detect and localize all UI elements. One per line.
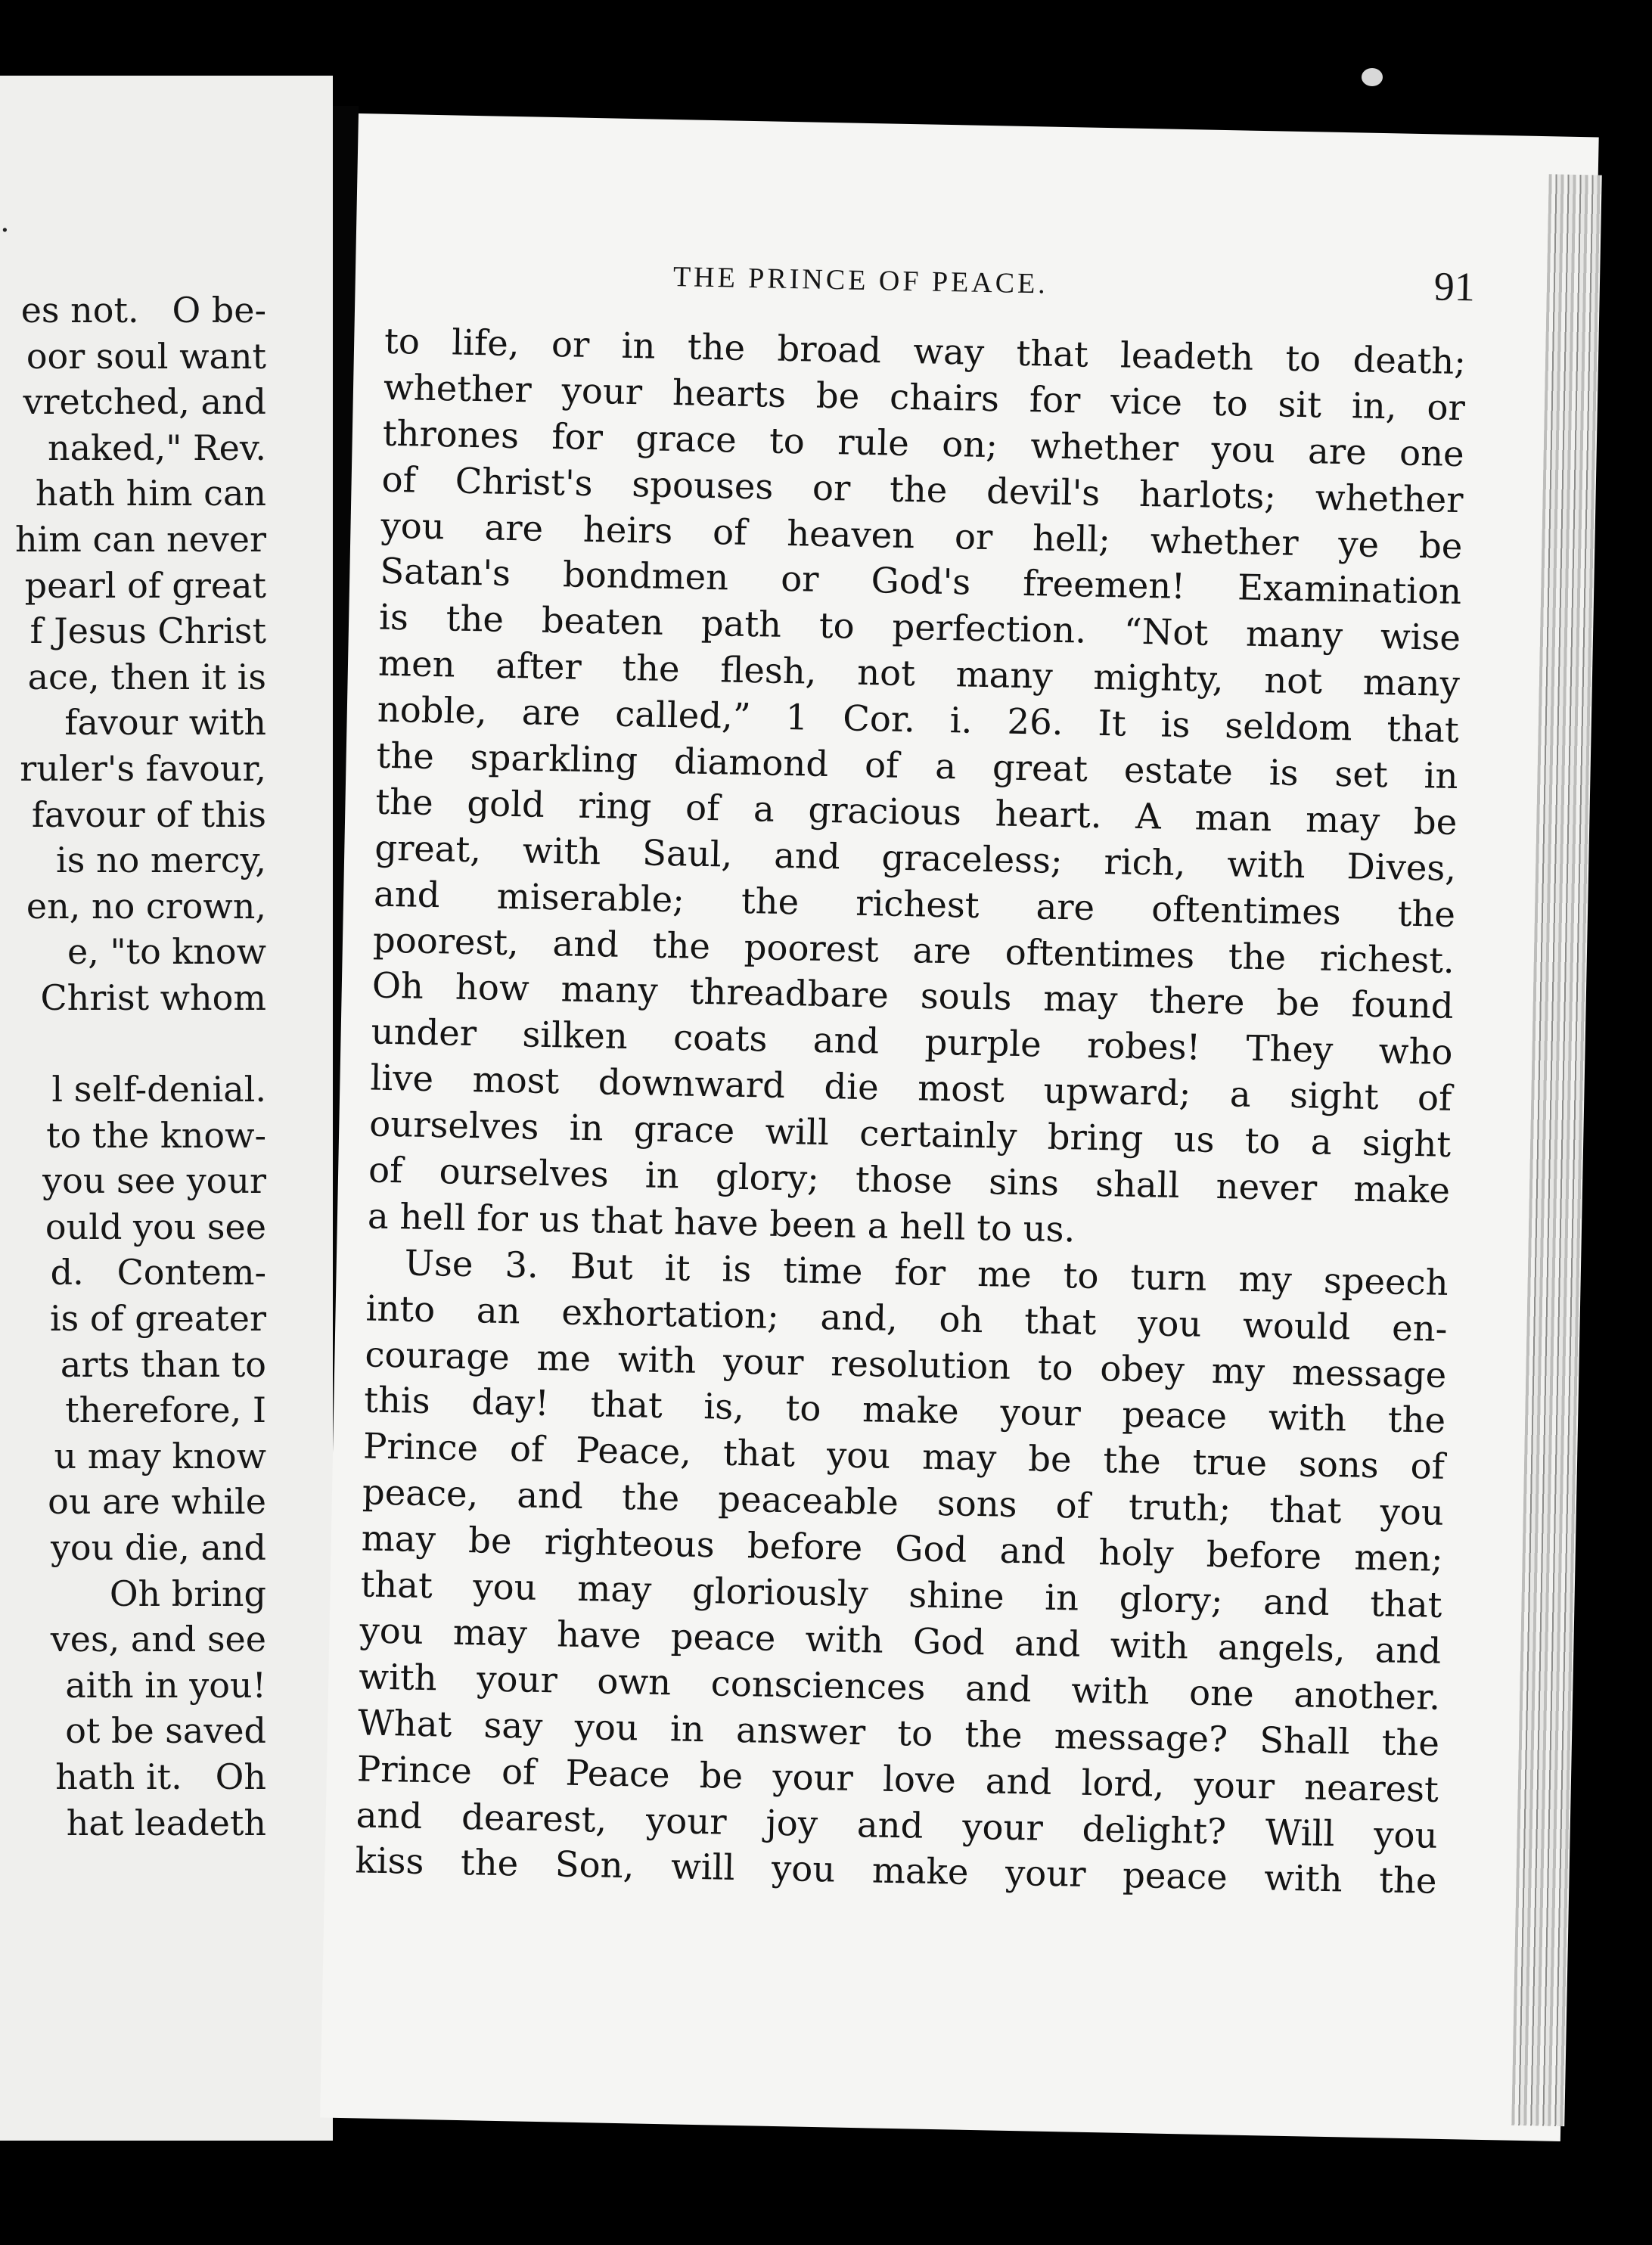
left-page-line: ves, and see xyxy=(50,1619,266,1660)
text-line: and dearest, your joy and your delight? Will you xyxy=(356,1793,1439,1856)
text-line: and miserable; the richest are oftentimes the xyxy=(373,873,1456,935)
left-page-line: ot be saved xyxy=(65,1710,266,1752)
page-edges xyxy=(1511,174,1602,2126)
left-page-line: f Jesus Christ xyxy=(30,610,266,652)
text-line: great, with Saul, and graceless; rich, with Dives, xyxy=(374,827,1457,889)
left-page-line: naked," Rev. xyxy=(47,427,266,468)
text-line: is the beaten path to perfection. “Not many wise xyxy=(378,596,1461,659)
left-page-line: Christ whom xyxy=(40,977,266,1018)
left-page-line: es not. O be- xyxy=(20,290,266,331)
left-page-line: oor soul want xyxy=(26,335,266,377)
text-line: thrones for grace to rule on; whether you are one xyxy=(382,412,1465,474)
text-line: whether your hearts be chairs for vice to sit in, or xyxy=(383,366,1466,429)
left-page-line: ou are while xyxy=(48,1481,266,1523)
left-page-line: en, no crown, xyxy=(26,885,266,927)
left-page-line: pearl of great xyxy=(24,564,266,606)
text-line: of Christ's spouses or the devil's harlots; whether xyxy=(381,458,1464,520)
left-page xyxy=(0,76,333,2141)
text-line: to life, or in the broad way that leadeth to death; xyxy=(384,320,1467,383)
left-page-line: Oh bring xyxy=(109,1573,266,1614)
text-line: What say you in answer to the message? Shall the xyxy=(357,1702,1440,1764)
left-page-line: d. Contem- xyxy=(50,1252,266,1293)
left-page-line: you die, and xyxy=(50,1527,266,1569)
left-page-line: you see your xyxy=(42,1160,266,1202)
text-line: the sparkling diamond of a great estate is set in xyxy=(376,734,1458,797)
running-header xyxy=(672,254,1476,310)
left-page-line: to the know- xyxy=(46,1114,266,1156)
left-page-line: hat leadeth xyxy=(66,1802,266,1843)
right-page-text xyxy=(355,318,1466,1905)
left-page-line: hath him can xyxy=(35,473,266,514)
text-line: you may have peace with God and with angels, and xyxy=(359,1610,1442,1672)
text-line: you are heirs of heaven or hell; whether ye be xyxy=(380,505,1463,567)
left-page-line: ace, then it is xyxy=(27,656,266,697)
left-page-line: ruler's favour, xyxy=(20,747,266,789)
text-line: kiss the Son, will you make your peace with the xyxy=(355,1840,1437,1902)
text-line: into an exhortation; and, oh that you would en- xyxy=(365,1287,1448,1349)
left-page-line: l self-denial. xyxy=(51,1069,266,1110)
left-page-line: aith in you! xyxy=(65,1664,266,1706)
text-line: under silken coats and purple robes! They who xyxy=(371,1011,1453,1073)
left-page-line: him can never xyxy=(14,518,266,560)
left-page-line xyxy=(0,1021,266,1067)
text-line: men after the flesh, not many mighty, not many xyxy=(377,642,1461,705)
text-line: Oh how many threadbare souls may there be found xyxy=(371,965,1455,1027)
left-page-line: e, "to know xyxy=(67,931,266,973)
text-line: peace, and the peaceable sons of truth; that you xyxy=(362,1471,1445,1534)
page-number: 91 xyxy=(1433,263,1476,310)
text-line: Prince of Peace, that you may be the true sons of xyxy=(362,1425,1446,1488)
dust-speck xyxy=(1362,68,1383,86)
text-line: Use 3. But it is time for me to turn my speech xyxy=(404,1242,1449,1303)
left-page-line: arts than to xyxy=(60,1343,266,1385)
left-page-running-head-fragment: . xyxy=(0,204,10,239)
text-line: poorest, and the poorest are oftentimes the richest. xyxy=(372,919,1455,981)
text-line: Satan's bondmen or God's freemen! Examination xyxy=(379,551,1462,613)
text-line: with your own consciences and with one another. xyxy=(358,1656,1441,1718)
left-page-line: favour of this xyxy=(31,793,266,835)
left-page-text xyxy=(0,287,266,1846)
text-line: Prince of Peace be your love and lord, your nearest xyxy=(356,1747,1439,1810)
text-line: may be righteous before God and holy before men; xyxy=(361,1517,1444,1580)
right-page xyxy=(320,113,1599,2141)
left-page-line: therefore, I xyxy=(65,1390,266,1431)
text-line: courage me with your resolution to obey my message xyxy=(364,1334,1447,1396)
text-line: ourselves in grace will certainly bring us to a sight xyxy=(368,1103,1452,1166)
left-page-line: is no mercy, xyxy=(56,840,266,881)
left-page-line: is of greater xyxy=(49,1298,266,1340)
left-page-line: u may know xyxy=(54,1435,266,1476)
text-line: noble, are called,” 1 Cor. i. 26. It is seldom that xyxy=(377,688,1460,751)
left-page-line: hath it. Oh xyxy=(55,1756,266,1797)
running-head-title: THE PRINCE OF PEACE. xyxy=(672,261,1049,300)
left-page-line: ould you see xyxy=(45,1206,266,1247)
text-line: this day! that is, to make your peace with the xyxy=(363,1379,1446,1442)
left-page-line: favour with xyxy=(64,702,266,744)
text-line: of ourselves in glory; those sins shall never make xyxy=(368,1149,1451,1211)
text-line: the gold ring of a gracious heart. A man may be xyxy=(375,781,1458,843)
text-line: live most downward die most upward; a sight of xyxy=(370,1057,1452,1119)
text-line: that you may gloriously shine in glory; and that xyxy=(360,1563,1442,1626)
text-line: a hell for us that have been a hell to us. xyxy=(367,1195,1076,1250)
left-page-line: vretched, and xyxy=(23,381,266,423)
